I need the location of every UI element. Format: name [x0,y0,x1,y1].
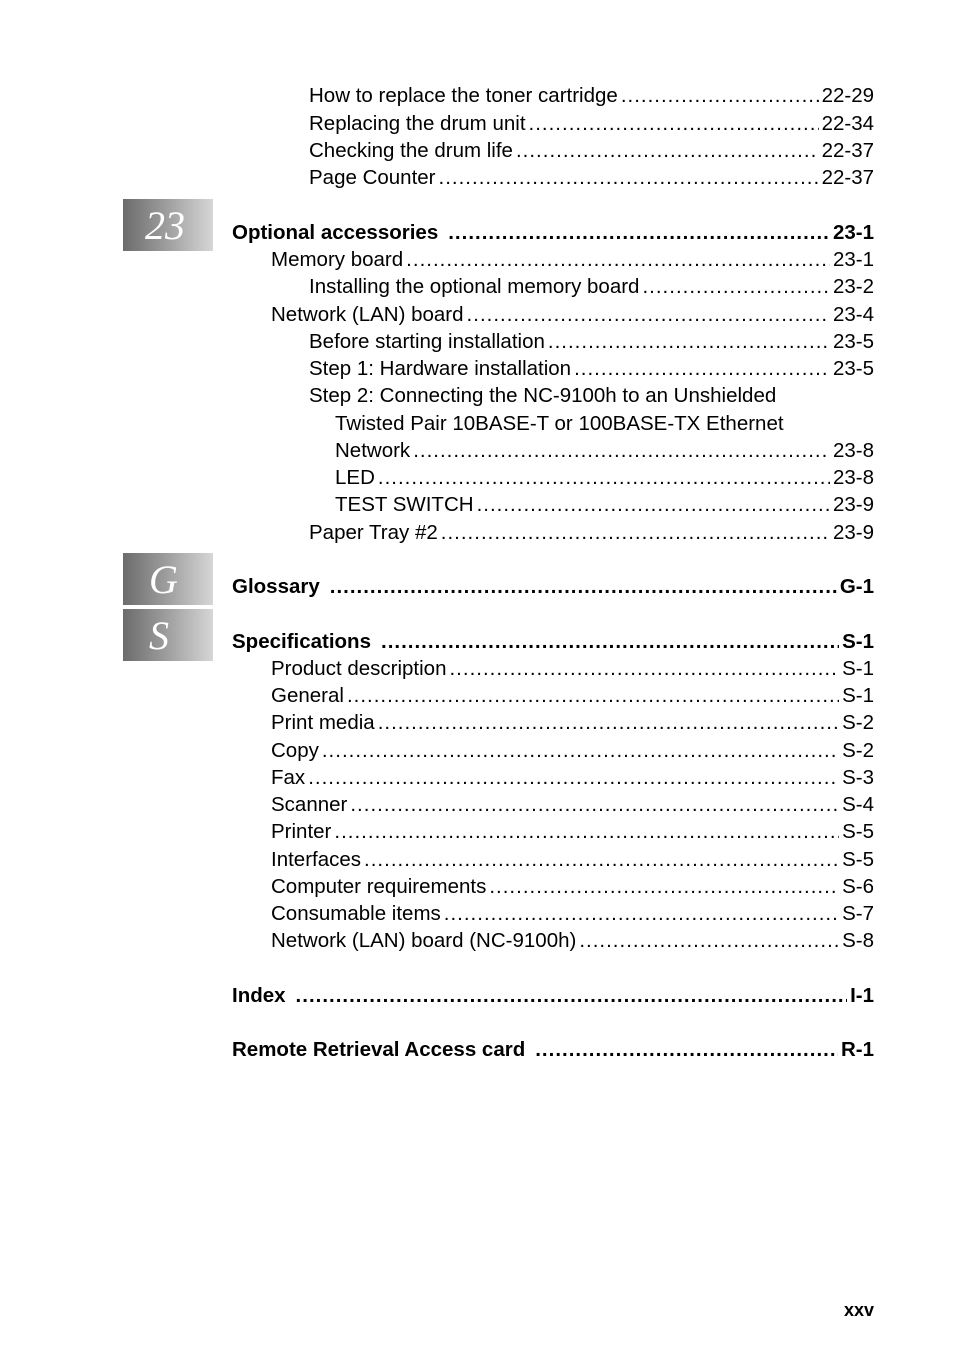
toc-leader [439,165,819,191]
toc-entry[interactable] [271,901,874,927]
toc-entry-page: 23-9 [832,493,874,516]
toc-entry-title: Remote Retrieval Access card [232,1038,526,1061]
toc-entry-title: Step 1: Hardware installation [309,357,572,380]
toc-leader [350,792,839,818]
toc-entry-page: S-2 [842,711,874,734]
toc-leader [516,138,819,164]
toc-entry-page: G-1 [839,575,874,598]
toc-entry-title: Optional accessories [232,221,439,244]
toc-entry-page: S-1 [842,684,874,707]
toc-entry-page: 23-8 [832,439,874,462]
toc-entry-title: Product description [271,657,447,680]
toc-entry-title: TEST SWITCH [335,493,474,516]
toc-entry-page: S-4 [842,793,874,816]
toc-entry[interactable] [271,302,874,328]
toc-entry-title: Network (LAN) board (NC-9100h) [271,929,577,952]
toc-entry[interactable] [309,520,874,546]
toc-entry-page: S-8 [842,929,874,952]
toc-leader [296,983,848,1009]
toc-leader [441,520,830,546]
toc-entry-title: Printer [271,820,332,843]
toc-entry[interactable] [271,765,874,791]
toc-leader [444,901,839,927]
toc-leader [489,874,839,900]
toc-entry[interactable] [271,819,874,845]
toc-entry-page: 22-34 [821,112,874,135]
toc-entry-title-line1: Step 2: Connecting the NC-9100h to an Unshielded [309,384,777,407]
toc-entry-page: S-6 [842,875,874,898]
toc-leader [308,765,839,791]
toc-entry-page: 23-1 [832,221,874,244]
toc-entry[interactable] [309,356,874,382]
toc-leader [378,710,839,736]
toc-entry-title: Fax [271,766,306,789]
toc-entry[interactable] [271,738,874,764]
toc-entry-page: 23-9 [832,521,874,544]
toc-entry-title: Specifications [232,630,371,653]
toc-entry-page: I-1 [850,984,874,1007]
toc-chapter-entry[interactable] [232,574,874,600]
toc-entry-page: S-3 [842,766,874,789]
toc-entry[interactable] [271,247,874,273]
toc-entry-title: Paper Tray #2 [309,521,438,544]
toc-chapter-entry[interactable] [232,983,874,1009]
toc-leader [334,819,839,845]
toc-leader [406,247,830,273]
toc-entry-page: S-1 [842,657,874,680]
toc-entry-title: Memory board [271,248,404,271]
toc-leader [548,329,830,355]
toc-leader [347,683,839,709]
toc-entry[interactable] [309,83,874,109]
toc-entry[interactable] [271,874,874,900]
toc-entry-title-line2: Twisted Pair 10BASE-T or 100BASE-TX Ethernet [335,412,784,435]
toc-entry[interactable] [335,465,874,491]
toc-entry-title: Page Counter [309,166,436,189]
toc-entry[interactable] [271,847,874,873]
toc-entry-page: 23-5 [832,330,874,353]
toc-entry[interactable] [271,710,874,736]
toc-entry[interactable] [309,274,874,300]
toc-leader [579,928,839,954]
toc-entry[interactable] [309,111,874,137]
chapter-tab-specifications: S [123,609,213,661]
toc-entry-title: Glossary [232,575,320,598]
toc-entry[interactable] [271,683,874,709]
toc-entry-title: Checking the drum life [309,139,513,162]
chapter-tab-glossary: G [123,553,213,605]
toc-entry-title: Scanner [271,793,348,816]
toc-leader [449,656,839,682]
toc-entry-page: 23-5 [832,357,874,380]
toc-entry-page: 22-37 [821,166,874,189]
toc-entry-page: S-5 [842,820,874,843]
toc-entry-title: General [271,684,344,707]
toc-entry-title: Print media [271,711,375,734]
toc-entry-page: 23-4 [832,303,874,326]
toc-leader [378,465,830,491]
toc-entry[interactable] [309,138,874,164]
toc-leader [535,1037,838,1063]
toc-leader [529,111,819,137]
toc-entry[interactable] [271,792,874,818]
toc-entry-page: S-7 [842,902,874,925]
toc-entry-page: S-1 [842,630,874,653]
toc-leader [467,302,830,328]
toc-entry[interactable] [335,438,874,464]
toc-entry-title: Replacing the drum unit [309,112,526,135]
toc-leader [477,492,830,518]
toc-entry-page: S-5 [842,848,874,871]
toc-entry[interactable] [309,329,874,355]
toc-entry-page: R-1 [840,1038,874,1061]
toc-entry-title: Index [232,984,286,1007]
toc-leader [381,629,839,655]
toc-entry-title: LED [335,466,375,489]
toc-entry[interactable] [335,492,874,518]
toc-entry-title: Copy [271,739,319,762]
toc-entry-title: Network (LAN) board [271,303,464,326]
toc-leader [364,847,839,873]
toc-entry[interactable] [271,656,874,682]
toc-chapter-entry[interactable] [232,629,874,655]
toc-leader [621,83,819,109]
chapter-tab-23: 23 [123,199,213,251]
toc-leader [642,274,830,300]
toc-leader [448,220,830,246]
toc-entry[interactable] [309,165,874,191]
toc-entry-page: 23-8 [832,466,874,489]
toc-leader [330,574,837,600]
toc-entry-page: S-2 [842,739,874,762]
toc-entry-title: Consumable items [271,902,441,925]
toc-leader [413,438,830,464]
toc-entry-title: Computer requirements [271,875,487,898]
toc-entry-page: 23-2 [832,275,874,298]
toc-leader [574,356,830,382]
toc-chapter-entry[interactable] [232,1037,874,1063]
toc-entry-page: 22-37 [821,139,874,162]
toc-entry-page: 23-1 [832,248,874,271]
toc-entry-title: Installing the optional memory board [309,275,640,298]
toc-leader [322,738,839,764]
toc-entry[interactable] [271,928,874,954]
page-number: xxv [843,1300,874,1320]
toc-entry-title: Network [335,439,411,462]
toc-entry-title: How to replace the toner cartridge [309,84,618,107]
toc-chapter-entry[interactable] [232,220,874,246]
toc-entry-page: 22-29 [821,84,874,107]
toc-entry-title: Interfaces [271,848,362,871]
toc-entry-title: Before starting installation [309,330,545,353]
